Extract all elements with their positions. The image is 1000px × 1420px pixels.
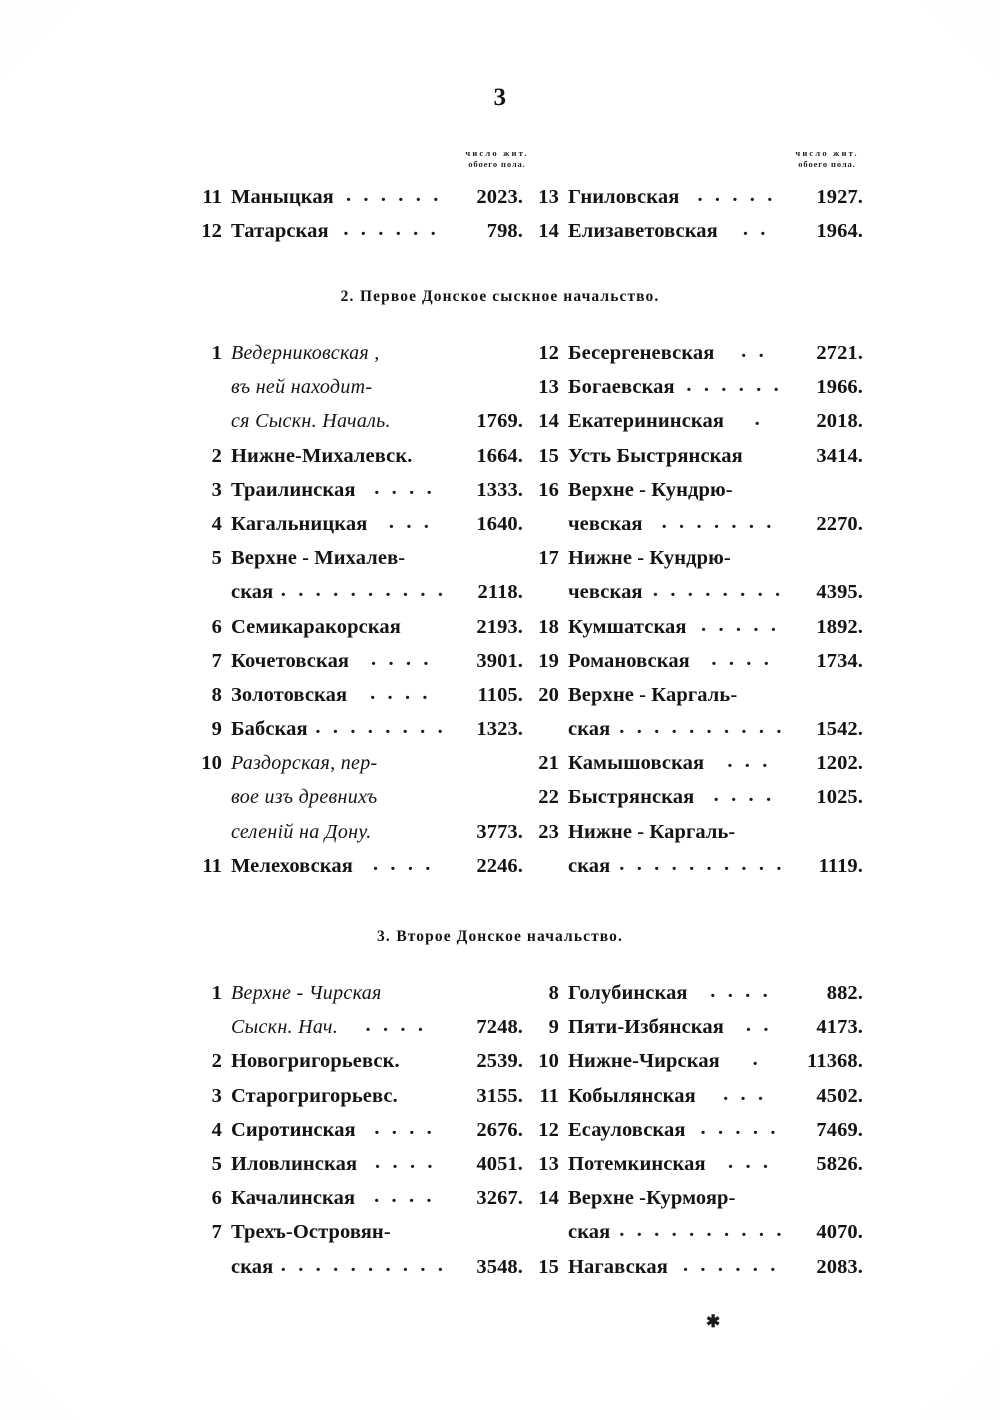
- settlement-index: 6: [211, 1187, 222, 1210]
- section-3-left-column: [186, 982, 523, 1290]
- settlement-row: [523, 786, 863, 820]
- population-value: 2539.: [476, 1050, 524, 1073]
- settlement-row: [523, 718, 863, 752]
- population-value: 1333.: [476, 478, 524, 501]
- settlement-name: Маныцкая: [231, 186, 334, 208]
- population-value: 2083.: [816, 1255, 863, 1278]
- settlement-index: 15: [538, 444, 559, 467]
- dot-leader: . . . . . . .: [661, 510, 776, 533]
- settlement-row: [186, 510, 523, 547]
- settlement-row: [523, 1150, 864, 1187]
- settlement-name: Пяти-Избянская: [568, 1016, 724, 1039]
- population-value: 1927.: [816, 186, 864, 208]
- population-value: 1542.: [816, 718, 863, 741]
- dot-leader: . . . .: [370, 681, 432, 704]
- settlement-index: 13: [538, 376, 559, 399]
- population-value: 1119.: [818, 854, 863, 877]
- settlement-row: [186, 1187, 523, 1221]
- dot-leader: . . . .: [374, 476, 436, 499]
- settlement-index: 9: [548, 1016, 559, 1039]
- settlement-row: [186, 852, 523, 889]
- population-value: 3901.: [476, 649, 524, 672]
- settlement-name: Гниловская: [568, 186, 680, 208]
- settlement-name: Сыскн. Нач.: [231, 1016, 339, 1039]
- section-heading-2-text: Первое Донское сыскное начальство.: [360, 288, 660, 305]
- settlement-index: 6: [211, 615, 222, 638]
- section-heading-2: [0, 285, 1000, 307]
- settlement-row: [186, 342, 523, 376]
- population-value: 3548.: [476, 1255, 523, 1278]
- settlement-row: [186, 1116, 523, 1153]
- population-value: 2676.: [476, 1118, 523, 1141]
- settlement-index: 10: [201, 752, 222, 775]
- settlement-name: въ ней находит-: [231, 376, 373, 399]
- settlement-index: 5: [211, 547, 222, 570]
- settlement-row: [523, 410, 863, 444]
- population-value: 2246.: [476, 854, 523, 877]
- population-value: 4395.: [816, 581, 863, 604]
- settlement-row: [523, 1082, 864, 1119]
- settlement-index: 18: [538, 615, 559, 638]
- settlement-name: Голубинская: [568, 982, 688, 1004]
- settlement-name: Верхне - Михалев-: [231, 547, 406, 570]
- settlement-name: Верхне - Каргаль-: [568, 683, 738, 706]
- population-value: 1640.: [476, 512, 523, 535]
- population-value: 1966.: [816, 376, 863, 399]
- settlement-index: 16: [538, 478, 559, 501]
- settlement-row: [186, 410, 523, 444]
- dot-leader: . . . . . . . . . .: [619, 852, 786, 875]
- caption-line-2: обоего пола.: [468, 159, 526, 170]
- settlement-name: ская: [568, 1221, 611, 1244]
- continued-list-left-column: [186, 186, 523, 254]
- dot-leader: . .: [742, 218, 770, 241]
- settlement-row: [186, 1150, 524, 1187]
- settlement-name: ская: [568, 854, 611, 877]
- settlement-name: Романовская: [568, 649, 690, 672]
- settlement-index: 19: [538, 649, 559, 672]
- settlement-name: Золотовская: [231, 683, 348, 706]
- settlement-name: Сиротинская: [231, 1118, 356, 1141]
- settlement-name: Трехъ-Островян-: [231, 1221, 391, 1244]
- settlement-row: [186, 1085, 523, 1119]
- dot-leader: . . . .: [711, 647, 773, 670]
- settlement-row: [186, 220, 523, 254]
- settlement-row: [523, 1221, 863, 1255]
- settlement-index: 4: [211, 512, 222, 535]
- section-2-list-block: [0, 342, 1000, 889]
- settlement-index: 3: [211, 1084, 222, 1107]
- settlement-name: Нижне - Кундрю-: [568, 547, 731, 570]
- population-value: 3414.: [816, 444, 864, 467]
- dot-leader: . . . . . .: [345, 184, 442, 206]
- section-heading-3-number: 3.: [376, 928, 391, 945]
- population-value: 4070.: [816, 1221, 863, 1244]
- settlement-row: [186, 376, 523, 410]
- settlement-index: 2: [211, 1050, 222, 1073]
- settlement-row: [186, 616, 523, 650]
- settlement-name: Верхне - Кундрю-: [568, 478, 733, 501]
- dot-leader: . . . . . .: [686, 374, 783, 397]
- dot-leader: . . . .: [713, 784, 775, 807]
- settlement-name: Быстрянская: [568, 786, 695, 809]
- settlement-row: [186, 821, 523, 855]
- settlement-name: Кумшатская: [568, 615, 687, 638]
- settlement-name: Семикаракорская: [231, 615, 401, 638]
- settlement-row: [523, 510, 863, 547]
- settlement-name: Бесергеневская: [568, 342, 715, 364]
- settlement-row: [523, 376, 863, 410]
- settlement-index: 10: [538, 1050, 559, 1073]
- settlement-row: [523, 445, 863, 479]
- page-number: 3: [493, 84, 507, 111]
- dot-leader: .: [754, 408, 764, 431]
- settlement-row: [523, 547, 863, 581]
- settlement-index: 23: [538, 820, 559, 843]
- settlement-index: 12: [201, 220, 222, 243]
- settlement-row: [186, 752, 523, 786]
- population-value: 1734.: [816, 649, 863, 672]
- settlement-name: Нижне-Михалевск.: [231, 444, 413, 467]
- population-value: 1105.: [477, 683, 524, 706]
- settlement-index: 12: [538, 1118, 559, 1141]
- section-3-right-column: [523, 982, 863, 1290]
- signature-mark: ✱: [706, 1312, 721, 1331]
- settlement-row: [186, 1050, 523, 1084]
- settlement-name: чевская: [568, 512, 643, 535]
- settlement-name: Кагальницкая: [231, 512, 368, 535]
- settlement-row: [523, 1016, 863, 1050]
- settlement-name: ская: [231, 1255, 274, 1278]
- settlement-row: [186, 982, 523, 1016]
- settlement-index: 5: [211, 1152, 222, 1175]
- settlement-row: [523, 581, 863, 615]
- dot-leader: . . . . . . . .: [315, 716, 447, 739]
- settlement-name: Траилинская: [231, 478, 356, 501]
- dot-leader: . . .: [728, 1150, 772, 1173]
- settlement-index: 14: [538, 1187, 559, 1210]
- column-caption-left: [432, 148, 562, 171]
- settlement-name: ская: [231, 581, 274, 604]
- settlement-row: [523, 647, 863, 684]
- section-heading-3-text: Второе Донское начальство.: [396, 928, 624, 945]
- settlement-index: 1: [211, 342, 222, 364]
- settlement-row: [523, 479, 863, 513]
- settlement-index: 15: [538, 1255, 559, 1278]
- population-value: 882.: [826, 982, 864, 1004]
- population-value: 3267.: [476, 1187, 524, 1210]
- settlement-row: [186, 1016, 523, 1050]
- dot-leader: . . . . . .: [343, 218, 440, 241]
- section-2-left-column: [186, 342, 523, 889]
- population-value: 3155.: [476, 1084, 523, 1107]
- settlement-name: Иловлинская: [231, 1152, 358, 1175]
- settlement-row: [186, 547, 523, 581]
- dot-leader: . . . .: [372, 852, 435, 875]
- dot-leader: . . . . . . . . . .: [619, 1219, 786, 1242]
- settlement-index: 8: [548, 982, 559, 1004]
- population-value: 1323.: [476, 718, 524, 741]
- dot-leader: . . .: [727, 750, 771, 773]
- settlement-name: Нижне-Чирская: [568, 1050, 720, 1073]
- settlement-name: Ведерниковская ,: [231, 342, 380, 364]
- population-value: 5826.: [816, 1152, 864, 1175]
- settlement-row: [186, 681, 524, 718]
- settlement-index: 13: [538, 186, 559, 208]
- settlement-index: 7: [211, 649, 222, 672]
- settlement-row: [523, 342, 863, 376]
- settlement-row: [523, 821, 863, 855]
- dot-leader: .: [752, 1048, 762, 1071]
- dot-leader: . . . .: [375, 1150, 437, 1173]
- settlement-index: 1: [211, 982, 222, 1004]
- settlement-index: 14: [538, 410, 559, 433]
- population-value: 798.: [486, 220, 523, 243]
- settlement-name: Верхне - Чирская: [231, 982, 382, 1004]
- settlement-name: Екатерининская: [568, 410, 725, 433]
- dot-leader: . . . . . . . .: [652, 579, 784, 602]
- settlement-row: [186, 476, 524, 513]
- settlement-row: [186, 186, 523, 220]
- settlement-row: [523, 613, 863, 650]
- population-value: 2270.: [816, 512, 863, 535]
- settlement-name: Богаевская: [568, 376, 675, 399]
- dot-leader: . . . . .: [701, 613, 780, 636]
- continued-list-right-column: [523, 186, 863, 254]
- settlement-row: [523, 1253, 863, 1290]
- settlement-index: 4: [211, 1118, 222, 1141]
- settlement-row: [186, 445, 523, 479]
- settlement-name: Камышовская: [568, 752, 705, 775]
- settlement-name: Качалинская: [231, 1187, 356, 1210]
- settlement-row: [523, 852, 863, 889]
- population-value: 7469.: [816, 1118, 864, 1141]
- settlement-index: 11: [202, 186, 222, 208]
- settlement-index: 7: [211, 1221, 222, 1244]
- section-heading-3: [0, 925, 1000, 947]
- settlement-name: Нижне - Каргаль-: [568, 820, 736, 843]
- dot-leader: . . .: [388, 510, 433, 533]
- population-value: 2193.: [476, 615, 523, 638]
- settlement-index: 22: [538, 786, 559, 809]
- dot-leader: . . . . . . . . . .: [280, 579, 447, 602]
- settlement-name: Есауловская: [568, 1118, 686, 1141]
- settlement-row: [186, 647, 524, 684]
- settlement-name: вое изъ древнихъ: [231, 786, 378, 809]
- settlement-index: 3: [211, 478, 222, 501]
- section-3-list-block: [0, 982, 1000, 1290]
- settlement-index: 11: [202, 854, 222, 877]
- settlement-name: Кочетовская: [231, 649, 350, 672]
- caption-line-1: число жит.: [795, 148, 859, 158]
- settlement-row: [523, 752, 863, 786]
- dot-leader: . . . . .: [700, 1116, 780, 1139]
- settlement-name: Потемкинская: [568, 1152, 706, 1175]
- column-caption-right: [762, 148, 892, 171]
- settlement-name: Верхне -Курмояр-: [568, 1187, 736, 1210]
- dot-leader: . . . . . . . . . .: [619, 716, 786, 739]
- dot-leader: . . . .: [374, 1185, 436, 1208]
- dot-leader: . .: [741, 340, 768, 362]
- settlement-row: [523, 982, 863, 1016]
- population-value: 3773.: [476, 820, 523, 843]
- dot-leader: . . . .: [374, 1116, 436, 1139]
- dot-leader: . . . . . . . . . .: [280, 1253, 447, 1276]
- settlement-name: Кобылянская: [568, 1084, 696, 1107]
- settlement-row: [523, 186, 863, 220]
- settlement-row: [523, 1050, 863, 1084]
- settlement-name: Старогригорьевс.: [231, 1084, 398, 1107]
- population-value: 1769.: [476, 410, 524, 433]
- settlement-index: 14: [538, 220, 559, 243]
- settlement-index: 8: [211, 683, 222, 706]
- population-value: 2118.: [477, 581, 523, 604]
- settlement-row: [523, 1116, 864, 1153]
- dot-leader: . . . .: [710, 980, 772, 1002]
- settlement-name: чевская: [568, 581, 643, 604]
- population-value: 1964.: [816, 220, 864, 243]
- settlement-name: селеній на Дону.: [231, 820, 372, 843]
- settlement-row: [186, 581, 523, 615]
- population-value: 4502.: [816, 1084, 864, 1107]
- continued-list-block: [0, 186, 1000, 254]
- dot-leader: . . . . . .: [682, 1253, 779, 1276]
- population-value: 11368.: [807, 1050, 863, 1073]
- dot-leader: . .: [745, 1014, 773, 1037]
- settlement-name: Нагавская: [568, 1255, 668, 1278]
- settlement-name: Елизаветовская: [568, 220, 718, 243]
- population-value: 4173.: [816, 1016, 864, 1039]
- settlement-index: 20: [538, 683, 559, 706]
- settlement-name: Татарская: [231, 220, 329, 243]
- population-value: 2023.: [476, 186, 524, 208]
- settlement-name: Усть Быстрянская: [568, 444, 743, 467]
- settlement-row: [523, 684, 863, 718]
- settlement-index: 17: [538, 547, 559, 570]
- population-value: 2721.: [816, 342, 863, 364]
- population-value: 1664.: [476, 444, 523, 467]
- settlement-name: ская: [568, 718, 611, 741]
- population-value: 1025.: [816, 786, 863, 809]
- settlement-row: [186, 718, 523, 752]
- population-value: 1892.: [816, 615, 863, 638]
- population-value: 4051.: [476, 1152, 524, 1175]
- settlement-row: [523, 220, 863, 254]
- settlement-name: Мелеховская: [231, 854, 353, 877]
- dot-leader: . . . .: [365, 1014, 427, 1037]
- settlement-row: [186, 786, 523, 820]
- settlement-index: 2: [211, 444, 222, 467]
- caption-line-2: обоего пола.: [798, 159, 856, 170]
- section-heading-2-number: 2.: [340, 288, 355, 305]
- dot-leader: . . .: [723, 1082, 767, 1105]
- settlement-index: 12: [538, 342, 559, 364]
- population-value: 2018.: [816, 410, 864, 433]
- dot-leader: . . . . .: [697, 184, 776, 206]
- settlement-name: ся Сыскн. Началь.: [231, 410, 391, 433]
- population-value: 1202.: [816, 752, 864, 775]
- settlement-name: Бабская: [231, 718, 308, 741]
- settlement-index: 21: [538, 752, 559, 775]
- settlement-row: [186, 1221, 523, 1255]
- section-2-right-column: [523, 342, 863, 889]
- settlement-index: 9: [211, 718, 222, 741]
- settlement-index: 11: [539, 1084, 559, 1107]
- settlement-index: 13: [538, 1152, 559, 1175]
- population-value: 7248.: [476, 1016, 524, 1039]
- settlement-row: [186, 1253, 523, 1290]
- settlement-row: [523, 1187, 863, 1221]
- dot-leader: . . . .: [371, 647, 433, 670]
- settlement-name: Раздорская, пер-: [231, 752, 378, 775]
- settlement-name: Новогригорьевск.: [231, 1050, 400, 1073]
- caption-line-1: число жит.: [465, 148, 529, 158]
